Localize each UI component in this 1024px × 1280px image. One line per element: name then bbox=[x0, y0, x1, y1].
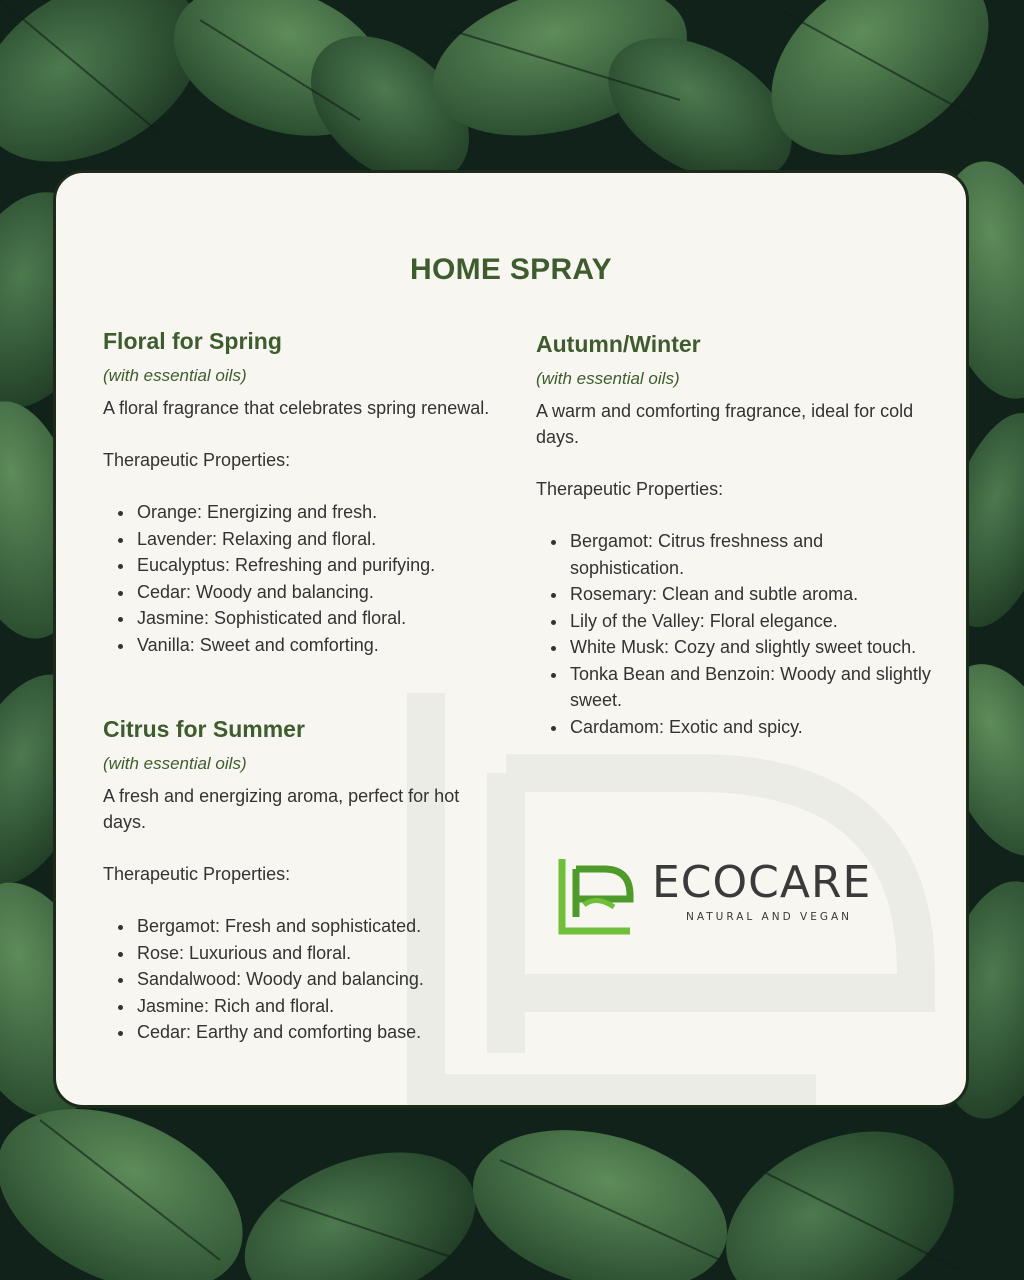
properties-label: Therapeutic Properties: bbox=[536, 479, 724, 499]
list-item: • Sandalwood: Woody and balancing. bbox=[135, 966, 503, 993]
section-heading: Floral for Spring bbox=[103, 328, 282, 354]
section-autumn bbox=[536, 330, 931, 740]
properties-list bbox=[103, 913, 503, 1046]
list-item: • Rosemary: Clean and subtle aroma. bbox=[568, 581, 931, 608]
list-item: • Cardamom: Exotic and spicy. bbox=[568, 714, 931, 741]
section-description: A fresh and energizing aroma, perfect for hot days. bbox=[103, 786, 460, 832]
brand-name: ECOCARE bbox=[652, 857, 872, 908]
ecocare-logo bbox=[556, 855, 876, 935]
properties-label: Therapeutic Properties: bbox=[103, 864, 291, 884]
brand-tagline: NATURAL AND VEGAN bbox=[686, 911, 853, 923]
properties-list bbox=[103, 499, 503, 658]
list-item: • Orange: Energizing and fresh. bbox=[135, 499, 503, 526]
section-note: (with essential oils) bbox=[536, 369, 680, 388]
list-item: • Eucalyptus: Refreshing and purifying. bbox=[135, 552, 503, 579]
list-item: • Rose: Luxurious and floral. bbox=[135, 940, 503, 967]
list-item: • Bergamot: Fresh and sophisticated. bbox=[135, 913, 503, 940]
list-item: • Jasmine: Rich and floral. bbox=[135, 993, 503, 1020]
section-note: (with essential oils) bbox=[103, 366, 247, 385]
leaf-e-icon bbox=[556, 855, 636, 935]
list-item: • White Musk: Cozy and slightly sweet touch. bbox=[568, 634, 931, 661]
page-title: HOME SPRAY bbox=[410, 253, 612, 286]
list-item: • Lavender: Relaxing and floral. bbox=[135, 526, 503, 553]
properties-list bbox=[536, 528, 931, 740]
section-heading: Autumn/Winter bbox=[536, 331, 701, 357]
content-card bbox=[53, 170, 969, 1108]
section-citrus bbox=[103, 715, 503, 1046]
section-description: A floral fragrance that celebrates spring renewal. bbox=[103, 398, 490, 418]
section-description: A warm and comforting fragrance, ideal for cold days. bbox=[536, 401, 914, 447]
list-item: • Tonka Bean and Benzoin: Woody and slightly sweet. bbox=[568, 661, 931, 714]
section-floral bbox=[103, 327, 503, 658]
section-heading: Citrus for Summer bbox=[103, 716, 305, 742]
list-item: • Vanilla: Sweet and comforting. bbox=[135, 632, 503, 659]
section-note: (with essential oils) bbox=[103, 754, 247, 773]
list-item: • Cedar: Woody and balancing. bbox=[135, 579, 503, 606]
list-item: • Jasmine: Sophisticated and floral. bbox=[135, 605, 503, 632]
properties-label: Therapeutic Properties: bbox=[103, 450, 291, 470]
list-item: • Bergamot: Citrus freshness and sophistication. bbox=[568, 528, 931, 581]
list-item: • Lily of the Valley: Floral elegance. bbox=[568, 608, 931, 635]
list-item: • Cedar: Earthy and comforting base. bbox=[135, 1019, 503, 1046]
